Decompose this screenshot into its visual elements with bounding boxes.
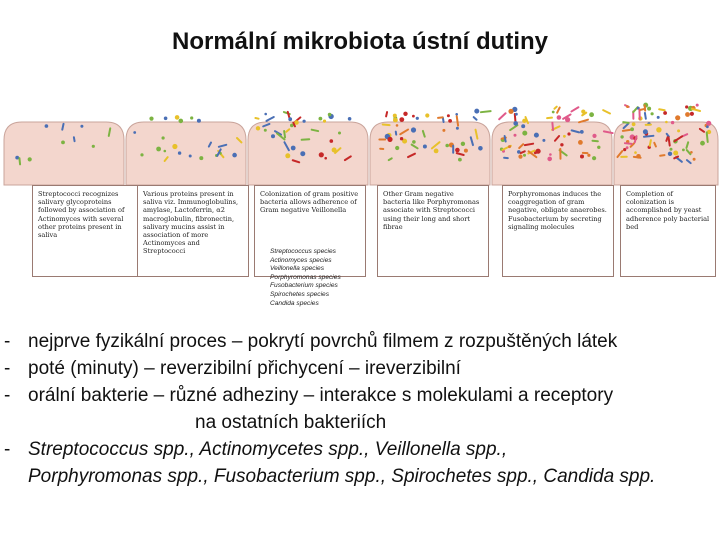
- bacterium-cell: [393, 114, 397, 118]
- bacterium-cell: [189, 155, 192, 158]
- bacterium-cell: [626, 105, 629, 108]
- bacterium-cell: [425, 113, 429, 117]
- bacterium-cell: [319, 117, 323, 121]
- bacterium-cell: [45, 124, 49, 128]
- bacterium-cell: [647, 107, 651, 111]
- bacterium-cell: [523, 154, 526, 157]
- bacterium-cell: [416, 117, 419, 120]
- bacterium-cell: [319, 152, 324, 157]
- bullet-dash: -: [4, 358, 11, 379]
- legend-item-spirochetes: Spirochetes species: [270, 290, 330, 298]
- bacterium-cell: [630, 127, 634, 131]
- bacterium-cell: [690, 112, 694, 116]
- bullet-dash: -: [4, 385, 11, 406]
- bacterium-cell: [498, 112, 507, 121]
- bacterium-cell: [673, 151, 678, 156]
- bacterium-cell: [668, 152, 672, 156]
- bacterium-cell: [474, 109, 479, 114]
- bullet-item: [0, 355, 720, 382]
- bacterium-cell: [536, 149, 541, 154]
- bacterium-cell: [395, 146, 399, 150]
- bacterium-cell: [645, 124, 652, 126]
- bacterium-cell: [508, 109, 513, 114]
- bullet-text: nejprve fyzikální proces – pokrytí povrchů filmem z rozpuštěných látek: [28, 331, 618, 352]
- stage-panel-2: Various proteins present in saliva viz. Immunoglobulins, amylase, Lactoferrin, α2 macroglobulin, fibronectin, salivary mucins assist in association of more Actinomyces and Streptococci: [137, 185, 249, 277]
- bacterium-cell: [133, 131, 136, 134]
- bacterium-cell: [447, 114, 450, 117]
- bullet-list: [0, 328, 720, 490]
- bacterium-cell: [452, 145, 454, 154]
- tooth-surface-4: [370, 122, 490, 185]
- bacterium-cell: [323, 120, 326, 123]
- bacterium-cell: [264, 129, 267, 132]
- bacterium-cell: [514, 134, 517, 137]
- bacterium-cell: [445, 144, 449, 148]
- bacterium-cell: [288, 117, 292, 121]
- bacterium-cell: [522, 131, 527, 136]
- bacterium-cell: [521, 124, 525, 128]
- bacterium-cell: [643, 129, 648, 134]
- stage-panel-4: Other Gram negative bacteria like Porphyromonas associate with Streptococci using their long and short fibrae: [377, 185, 489, 277]
- bacterium-cell: [285, 153, 290, 158]
- bacterium-cell: [570, 106, 580, 113]
- bacterium-cell: [400, 137, 403, 140]
- bacterium-cell: [644, 112, 647, 120]
- bacterium-cell: [455, 113, 458, 116]
- bacterium-cell: [602, 109, 612, 115]
- bacterium-cell: [508, 145, 511, 148]
- bacterium-cell: [199, 156, 203, 160]
- bacterium-cell: [480, 110, 492, 113]
- bacterium-cell: [542, 139, 545, 142]
- bacterium-cell: [464, 149, 468, 153]
- bacterium-cell: [557, 115, 562, 120]
- bacterium-cell: [324, 157, 327, 160]
- bacterium-cell: [458, 158, 462, 162]
- bacterium-cell: [592, 156, 596, 160]
- bacterium-cell: [690, 151, 693, 154]
- bacterium-cell: [580, 155, 584, 159]
- bacterium-cell: [330, 139, 334, 143]
- bacterium-cell: [162, 136, 165, 139]
- bacterium-cell: [328, 113, 332, 117]
- tooth-surface-2: [126, 122, 246, 185]
- bacterium-cell: [560, 143, 563, 146]
- bacterium-cell: [623, 148, 626, 151]
- bacterium-cell: [534, 133, 539, 138]
- bacterium-cell: [412, 140, 416, 144]
- bacterium-cell: [412, 115, 415, 118]
- bacterium-cell: [578, 140, 583, 145]
- bacterium-cell: [547, 157, 552, 162]
- legend-item-porphyromonas: Porphyromonas species: [270, 273, 341, 281]
- bacterium-cell: [264, 113, 267, 116]
- bullet-text-continued: Porphyromonas spp., Fusobacterium spp., Spirochetes spp., Candida spp.: [28, 466, 656, 487]
- bacterium-cell: [396, 124, 399, 127]
- bullet-continuation: [0, 463, 720, 490]
- bacterium-cell: [677, 129, 680, 132]
- bullet-item: [0, 382, 720, 409]
- legend-item-streptococcus: Streptococcus species: [270, 248, 336, 255]
- bacterium-cell: [546, 117, 553, 120]
- tooth-surface-1: [4, 122, 124, 185]
- bacterium-cell: [448, 119, 452, 123]
- bacterium-cell: [582, 152, 589, 154]
- bacterium-cell: [670, 148, 673, 151]
- bacterium-cell: [300, 151, 305, 156]
- bacterium-cell: [706, 125, 709, 128]
- bacterium-cell: [164, 117, 168, 121]
- bacterium-cell: [178, 151, 181, 154]
- bacterium-cell: [651, 112, 654, 115]
- bacterium-cell: [338, 132, 341, 135]
- bacterium-cell: [696, 104, 699, 107]
- bacterium-cell: [92, 145, 95, 148]
- bacterium-cell: [197, 119, 201, 123]
- stage-panel-5: Porphyromonas induces the coaggregation of gram negative, obligate anaerobes. Fusobacterium by secreting signaling molecules: [502, 185, 614, 277]
- tooth-surface-5: [492, 122, 612, 185]
- bacterium-cell: [693, 158, 696, 161]
- bacterium-cell: [656, 127, 661, 132]
- species-legend: [270, 248, 380, 308]
- bacterium-cell: [456, 127, 459, 130]
- bacterium-cell: [567, 132, 570, 135]
- bacterium-cell: [587, 154, 590, 157]
- bacterium-cell: [385, 111, 388, 118]
- bacterium-cell: [387, 137, 392, 142]
- bacterium-cell: [265, 116, 275, 123]
- bacterium-cell: [691, 108, 702, 113]
- bacterium-cell: [303, 120, 306, 123]
- bacterium-cell: [685, 105, 688, 108]
- bacterium-cell: [140, 153, 143, 156]
- bacterium-cell: [28, 157, 32, 161]
- bacterium-cell: [513, 121, 518, 126]
- bullet-text: orální bakterie – různé adheziny – interakce s molekulami a receptory: [28, 385, 614, 406]
- bacterium-cell: [552, 111, 555, 114]
- bacterium-cell: [565, 117, 570, 122]
- stage-panel-6: Completion of colonization is accomplished by yeast adherence poly bacterial bed: [620, 185, 716, 277]
- bacterium-cell: [589, 112, 594, 117]
- bacterium-cell: [518, 155, 522, 159]
- slide-title: Normální mikrobiota ústní dutiny: [171, 28, 549, 55]
- stage-panel-1: Streptococci recognizes salivary glycoproteins followed by association of Actinomyces with several other proteins present in saliva: [32, 185, 144, 277]
- bullet-item: [0, 328, 720, 355]
- bacterium-cell: [559, 148, 561, 160]
- bacterium-cell: [403, 112, 407, 116]
- bacterium-cell: [393, 118, 398, 123]
- bullet-dash: -: [4, 439, 11, 460]
- bacterium-cell: [665, 121, 668, 124]
- bacterium-cell: [172, 144, 177, 149]
- bacterium-cell: [461, 142, 465, 146]
- bacterium-cell: [411, 127, 416, 132]
- bacterium-cell: [515, 113, 518, 116]
- bacterium-cell: [549, 153, 552, 156]
- bacterium-cell: [80, 125, 83, 128]
- legend-item-fusobacterium: Fusobacterium species: [270, 282, 338, 290]
- bullet-text: poté (minuty) – reverzibilní přichycení – ireverzibilní: [28, 358, 461, 379]
- bacterium-cell: [283, 111, 291, 116]
- bacterium-cell: [254, 117, 260, 120]
- bacterium-cell: [478, 146, 483, 151]
- bacterium-cell: [700, 141, 705, 146]
- bacterium-cell: [455, 148, 460, 153]
- bacterium-cell: [634, 151, 637, 154]
- bacterium-cell: [658, 108, 666, 111]
- bacterium-cell: [675, 115, 680, 120]
- bullet-item: [0, 436, 720, 463]
- legend-item-veillonella: Veillonella species: [270, 265, 325, 273]
- bullet-text-continued: na ostatních bakteriích: [195, 412, 387, 433]
- bacterium-cell: [271, 134, 275, 138]
- legend-item-candida: Candida species: [270, 299, 319, 307]
- bullet-dash: -: [4, 331, 11, 352]
- bacterium-cell: [156, 147, 161, 152]
- bacterium-cell: [291, 146, 296, 151]
- bacterium-cell: [149, 117, 153, 121]
- bacterium-cell: [620, 135, 623, 138]
- bacterium-cell: [348, 117, 352, 121]
- bacterium-cell: [592, 134, 596, 138]
- bacterium-cell: [597, 146, 600, 149]
- bacterium-cell: [61, 141, 65, 145]
- biofilm-figure: [0, 100, 720, 320]
- bacterium-cell: [190, 116, 193, 119]
- bacterium-cell: [175, 115, 180, 120]
- bacterium-cell: [232, 153, 237, 158]
- bacterium-cell: [256, 126, 260, 130]
- stage-panel-3: Colonization of gram positive bacteria allows adherence of Gram negative Veillonella: [254, 185, 366, 277]
- bullet-text: Streptococcus spp., Actinomycetes spp., Veillonella spp.,: [28, 439, 508, 460]
- bacterium-cell: [682, 149, 685, 152]
- bacterium-cell: [164, 150, 167, 153]
- bacterium-cell: [434, 149, 439, 154]
- bacterium-cell: [657, 116, 660, 119]
- bacterium-cell: [423, 145, 427, 149]
- bacterium-cell: [632, 122, 636, 126]
- bacterium-cell: [685, 112, 690, 117]
- bacterium-cell: [179, 119, 184, 124]
- bacterium-cell: [553, 105, 558, 110]
- bacterium-cell: [580, 130, 584, 134]
- bacterium-cell: [442, 129, 445, 132]
- legend-item-actinomyces: Actinomyces species: [270, 256, 332, 264]
- bullet-continuation: [0, 409, 720, 436]
- bacterium-cell: [472, 116, 478, 121]
- bacterium-cell: [663, 111, 667, 115]
- bacterium-cell: [378, 139, 386, 141]
- bacterium-cell: [399, 117, 404, 122]
- bacterium-cell: [563, 135, 566, 138]
- bacterium-cell: [620, 156, 628, 158]
- bacterium-cell: [706, 121, 711, 126]
- bacterium-cell: [671, 121, 674, 124]
- bacterium-cell: [626, 146, 629, 149]
